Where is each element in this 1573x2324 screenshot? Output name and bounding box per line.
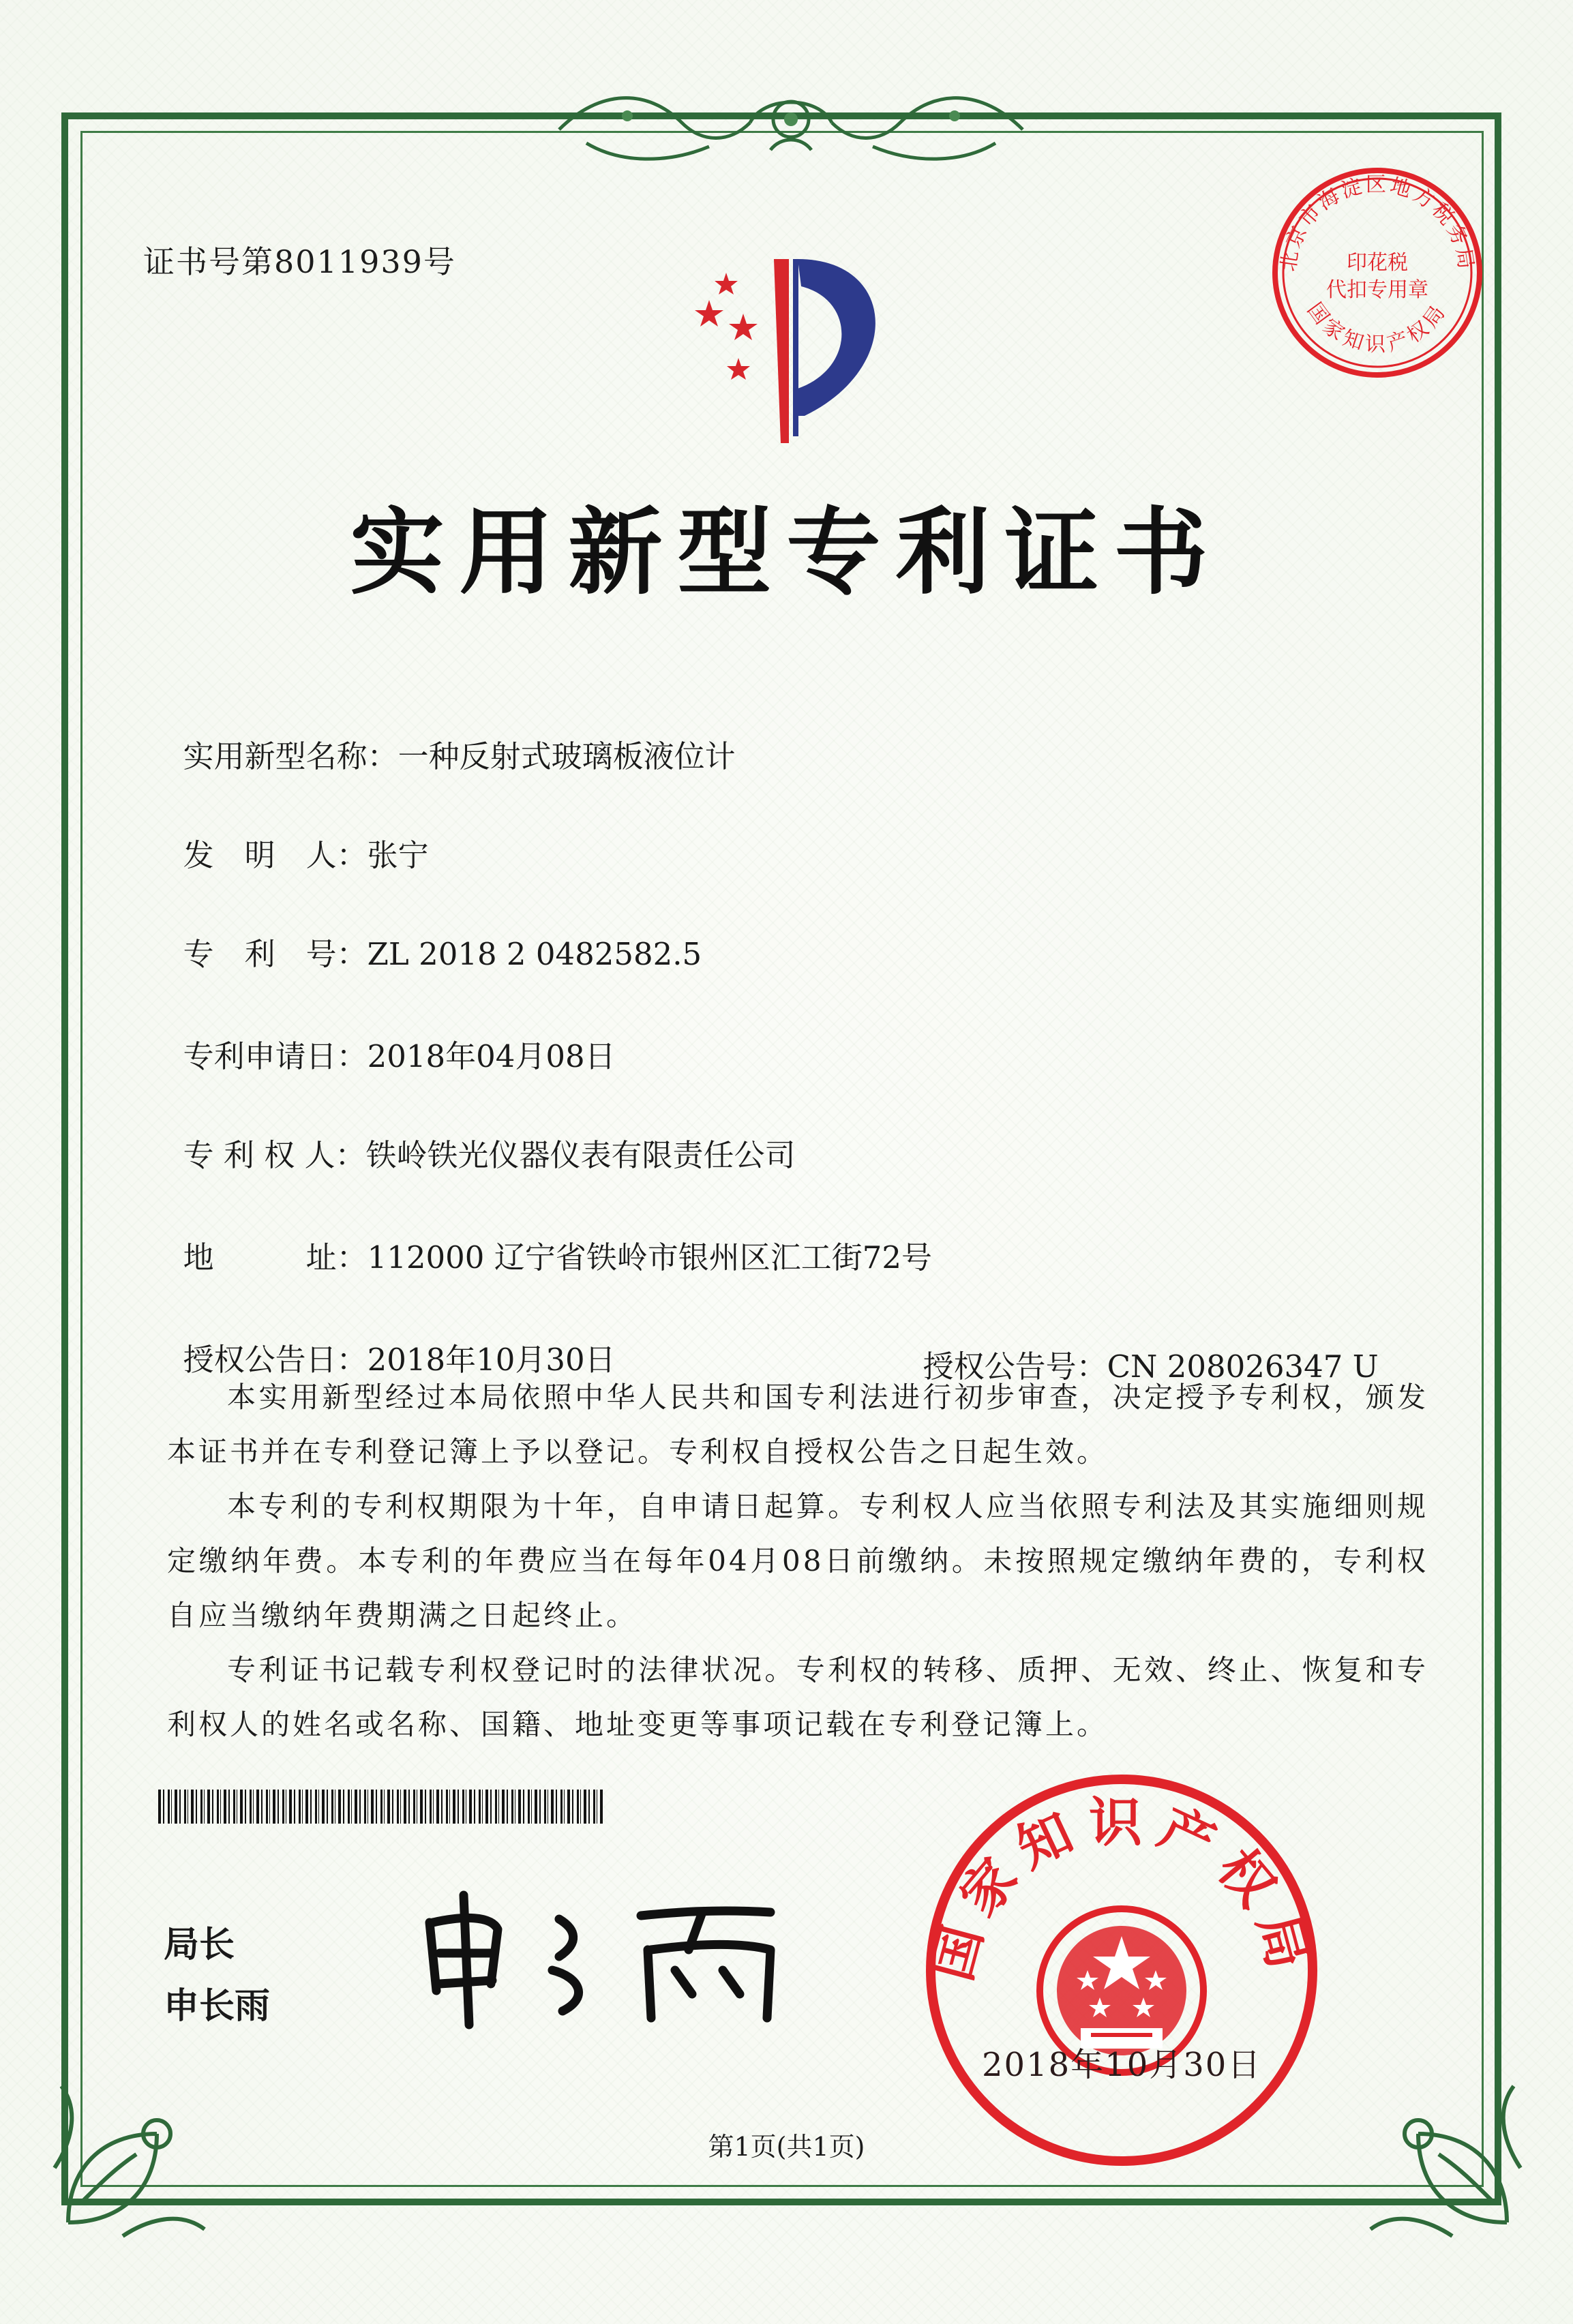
director-title: 局长 <box>164 1925 235 1965</box>
page-number: 第1页(共1页) <box>708 2132 865 2162</box>
svg-text:国家知识产权局 <box>1302 299 1452 357</box>
address-row <box>164 1196 932 1277</box>
grant-date-value: 2018年10月30日 <box>367 1342 616 1378</box>
certificate-title: 实用新型专利证书 <box>350 496 1223 607</box>
utility-model-name-row <box>164 695 736 776</box>
top-ornament <box>545 82 1036 170</box>
address-label: 地 址： <box>183 1239 368 1276</box>
tax-stamp-ring-text: 北京市海淀区地方税务局 <box>1276 172 1478 273</box>
grant-date-label: 授权公告日： <box>183 1342 368 1378</box>
patent-number-label: 专 利 号： <box>183 936 368 972</box>
certificate-number: 证书号第8011939号 <box>143 243 456 280</box>
filing-date-value: 2018年04月08日 <box>367 1038 616 1074</box>
patentee-value: 铁岭铁光仪器仪表有限责任公司 <box>365 1137 796 1173</box>
director-signature <box>416 1882 798 2032</box>
barcode <box>158 1790 605 1824</box>
inventor-label: 发 明 人： <box>183 837 368 873</box>
body-paragraph-1: 本实用新型经过本局依照中华人民共和国专利法进行初步审查，决定授予专利权，颁发本证书并在专利登记簿上予以登记。专利权自授权公告之日起生效。 <box>167 1380 1428 1468</box>
inventor-row <box>164 794 429 875</box>
grant-date-row <box>164 1299 616 1379</box>
patentee-label: 专 利 权 人： <box>183 1137 366 1173</box>
utility-model-name-label: 实用新型名称： <box>183 738 398 774</box>
tax-stamp-center-2: 代扣专用章 <box>1326 278 1428 302</box>
filing-date-label: 专利申请日： <box>183 1038 368 1074</box>
tax-stamp-bottom-text: 国家知识产权局 <box>1302 298 1452 357</box>
body-text <box>167 1370 1428 1752</box>
director-name: 申长雨 <box>164 1986 271 2027</box>
cnipa-seal <box>917 1766 1326 2175</box>
address-value: 112000 辽宁省铁岭市银州区汇工街72号 <box>367 1239 932 1276</box>
grant-number-label: 授权公告号： <box>923 1348 1107 1385</box>
seal-date: 2018年10月30日 <box>982 2046 1262 2084</box>
utility-model-name-value: 一种反射式玻璃板液位计 <box>398 738 736 774</box>
filing-date-row <box>164 995 616 1076</box>
patentee-row <box>164 1094 796 1175</box>
inventor-value: 张宁 <box>367 837 429 873</box>
tax-stamp-center-1: 印花税 <box>1347 251 1408 275</box>
body-paragraph-2: 本专利的专利权期限为十年，自申请日起算。专利权人应当依照专利法及其实施细则规定缴纳年费。本专利的年费应当在每年04月08日前缴纳。未按照规定缴纳年费的，专利权自应当缴纳年费期满之日起终止。 <box>167 1490 1428 1632</box>
patent-number-value: ZL 2018 2 0482582.5 <box>367 936 702 972</box>
tax-stamp-seal <box>1265 160 1490 385</box>
patent-office-emblem <box>672 245 944 450</box>
cnipa-seal-text: 国家知识产权局 <box>921 1792 1322 1987</box>
patent-number-row <box>164 893 702 974</box>
body-paragraph-3: 专利证书记载专利权登记时的法律状况。专利权的转移、质押、无效、终止、恢复和专利权人的姓名或名称、国籍、地址变更等事项记载在专利登记簿上。 <box>167 1653 1428 1741</box>
grant-number-value: CN 208026347 U <box>1107 1348 1379 1385</box>
